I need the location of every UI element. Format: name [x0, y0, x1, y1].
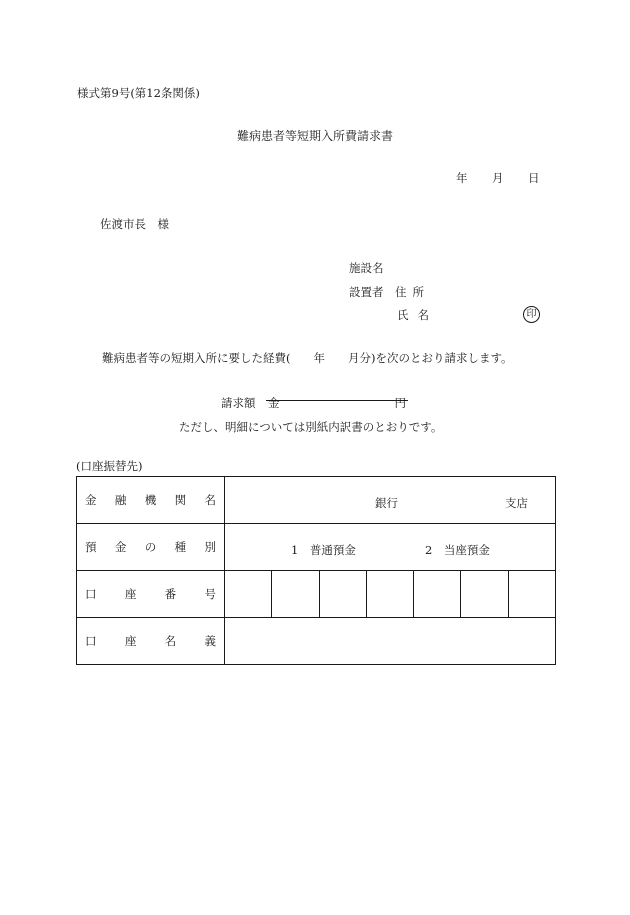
table-row: [77, 618, 556, 665]
proviso-note: ただし、明細については別紙内訳書のとおりです。: [179, 420, 443, 434]
claim-amount-suffix: 円: [394, 396, 406, 410]
branch-suffix-label: 支店: [505, 496, 528, 510]
claim-amount-label: 請求額: [221, 396, 256, 410]
form-number: 様式第9号(第12条関係): [77, 86, 200, 100]
table-row: [77, 477, 556, 524]
name-label: 氏名: [397, 308, 438, 322]
bank-account-table: [76, 476, 556, 665]
document-title: 難病患者等短期入所費請求書: [236, 129, 393, 143]
account-number-digit-box[interactable]: [508, 571, 555, 618]
date-year-label: 年: [456, 171, 468, 185]
financial-institution-field[interactable]: [225, 477, 556, 524]
account-holder-field[interactable]: [225, 618, 556, 665]
account-number-digit-box[interactable]: [319, 571, 366, 618]
financial-institution-label: 金 融 機 関 名: [77, 477, 225, 524]
deposit-type-current-option[interactable]: 2 当座預金: [425, 543, 490, 557]
addressee: 佐渡市長 様: [100, 217, 169, 231]
account-number-label: 口 座 番 号: [77, 571, 225, 618]
deposit-type-label: 預 金 の 種 別: [77, 524, 225, 571]
account-number-digit-box[interactable]: [461, 571, 508, 618]
account-holder-label: 口 座 名 義: [77, 618, 225, 665]
account-number-digit-box[interactable]: [366, 571, 413, 618]
request-statement: 難病患者等の短期入所に要した経費( 年 月分)を次のとおり請求します。: [102, 351, 513, 365]
address-label: 住所: [395, 285, 430, 299]
account-number-digit-box[interactable]: [225, 571, 272, 618]
deposit-type-ordinary-option[interactable]: 1 普通預金: [291, 543, 356, 557]
deposit-type-field: [225, 524, 556, 571]
facility-name-label: 施設名: [349, 261, 384, 275]
account-number-digit-box[interactable]: [414, 571, 461, 618]
claim-amount-field[interactable]: [266, 396, 408, 410]
table-row: [77, 571, 556, 618]
seal-mark: 印: [523, 306, 540, 323]
date-day-label: 日: [528, 171, 540, 185]
account-number-digit-box[interactable]: [272, 571, 319, 618]
bank-suffix-label: 銀行: [375, 496, 398, 510]
account-caption: (口座振替先): [76, 459, 143, 473]
owner-label: 設置者: [349, 285, 384, 299]
claim-amount-prefix: 金: [268, 396, 280, 410]
date-month-label: 月: [492, 171, 504, 185]
table-row: [77, 524, 556, 571]
